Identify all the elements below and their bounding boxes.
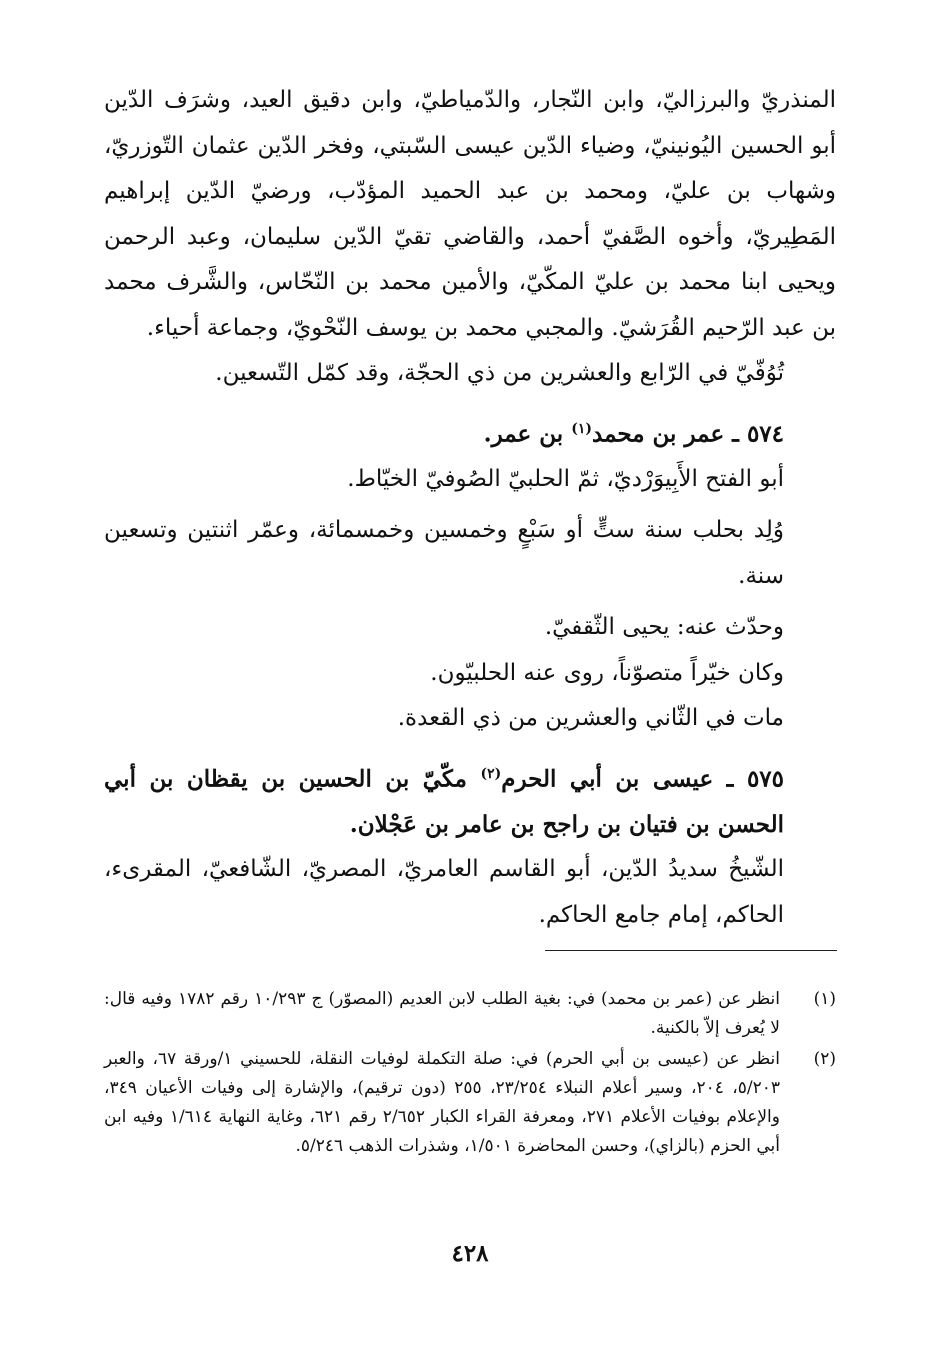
footnote-number: (٢) — [813, 1049, 836, 1069]
main-text — [104, 78, 836, 938]
paragraph-narrators: المنذريّ والبرزاليّ، وابن النّجار، والدّمياطيّ، وابن دقيق العيد، وشرَف الدّين أبو الحسين اليُونينيّ، وضياء الدّين عيسى السّبتي، وفخر الدّين عثمان التّوزريّ، وشهاب بن عليّ، ومحمد بن عبد الحميد المؤدّب، ورضيّ الدّين إبراهيم المَطِيريّ، وأخوه الصَّفيّ أحمد، والقاضي تقيّ الدّين سليمان، وعبد الرحمن ويحيى ابنا محمد بن عليّ المكّيّ، والأمين محمد بن النّحّاس، والشَّرف محمد بن عبد الرّحيم القُرَشيّ. والمجبي محمد بن يوسف النّحْويّ، وجماعة أحياء. — [104, 87, 836, 341]
entry-574-line-4: وكان خيّراً متصوّناً، روى عنه الحلبيّون. — [430, 659, 784, 686]
entry-574-line-5: مات في الثّاني والعشرين من ذي القعدة. — [397, 705, 784, 732]
entry-575-name-cont: مكّيّ بن الحسين بن يقظان بن أبي الحسن بن فتيان بن راجح بن عامر بن عَجْلان. — [104, 765, 784, 838]
entry-575-heading — [104, 752, 836, 848]
entry-574-line-3: وحدّث عنه: يحيى الثّقفيّ. — [544, 614, 784, 641]
footnote-1 — [104, 985, 836, 1043]
footnote-separator — [545, 950, 837, 951]
paragraph-death-date: تُوُفّيّ في الرّابع والعشرين من ذي الحجّة، وقد كمّل التّسعين. — [215, 360, 784, 386]
entry-574-heading — [104, 407, 836, 457]
entry-574-name: ٥٧٤ ـ عمر بن محمد — [592, 420, 784, 448]
footnotes — [104, 985, 836, 1163]
entry-575-name: ٥٧٥ ـ عيسى بن أبي الحرم — [501, 765, 784, 793]
footnote-text: انظر عن (عمر بن محمد) في: بغية الطلب لابن العديم (المصوّر) ج ١٠/٢٩٣ رقم ١٧٨٢ وفيه قال: لا يُعرف إلاّ بالكنية. — [104, 989, 781, 1038]
footnote-ref-1: (١) — [571, 420, 592, 437]
page-number: ٤٢٨ — [451, 1240, 489, 1267]
entry-574-line-2: وُلِد بحلب سنة ستٍّ أو سَبْعٍ وخمسين وخمسمائة، وعمّر اثنتين وتسعين سنة. — [104, 517, 784, 589]
footnote-text: انظر عن (عيسى بن أبي الحرم) في: صلة التكملة لوفيات النقلة، للحسيني ١/ورقة ٦٧، والعبر ٥/٢٠٣، ٢٠٤، وسير أعلام النبلاء ٢٣/٢٥٤، ٢٥٥ (دون ترقيم)، والإشارة إلى وفيات الأعيان ٣٤٩، والإعلام بوفيات الأعلام ٢٧١، ومعرفة القراء الكبار ٢/٦٥٢ رقم ٦٢١، وغاية النهاية ١/٦١٤ وفيه ابن أبي الحزم (بالزاي)، وحسن المحاضرة ١/٥٠١، وشذرات الذهب ٥/٢٤٦. — [104, 1049, 781, 1156]
footnote-ref-2: (٢) — [480, 765, 502, 782]
entry-574-line-1: أبو الفتح الأَبِيوَرْديّ، ثمّ الحلبيّ الصُوفيّ الخيّاط. — [347, 465, 784, 492]
entry-574-name-cont: بن عمر. — [483, 420, 572, 448]
footnote-2 — [104, 1045, 836, 1161]
entry-575-line-1: الشّيخُ سديدُ الدّين، أبو القاسم العامريّ، المصريّ، الشّافعيّ، المقرىء، الحاكم، إمام جامع الحاكم. — [104, 856, 784, 928]
footnote-number: (١) — [813, 989, 836, 1009]
